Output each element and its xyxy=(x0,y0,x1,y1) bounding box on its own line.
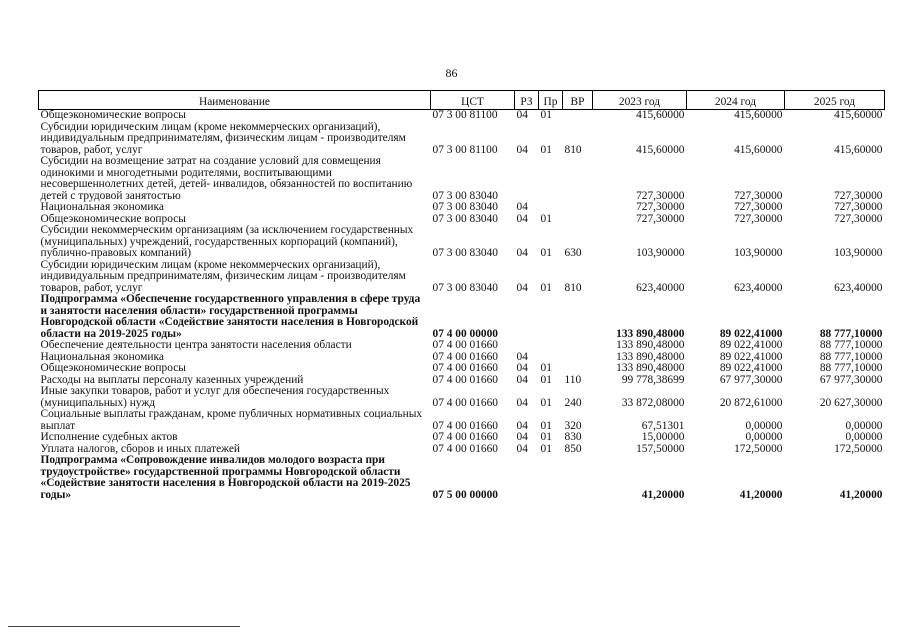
cell-vr xyxy=(563,214,593,226)
cell-y2024: 623,40000 xyxy=(734,281,783,294)
table-row xyxy=(39,225,885,260)
cell-cst: 07 4 00 01660 xyxy=(432,442,498,455)
cell-rz: 04 xyxy=(516,247,528,259)
cell-rz: 04 xyxy=(516,396,528,409)
page-number: 86 xyxy=(445,66,458,80)
cell-y2023: 33 872,08000 xyxy=(621,396,685,409)
cell-y2025: 727,30000 xyxy=(834,201,883,213)
cell-y2024: 727,30000 xyxy=(734,189,783,202)
cell-rz xyxy=(515,455,539,501)
table-row xyxy=(39,432,885,444)
cell-y2023: 41,20000 xyxy=(641,488,685,501)
cell-cst: 07 3 00 83040 xyxy=(432,212,498,225)
cell-name: Подпрограмма «Обеспечение государственного управления в сфере труда и занятости населения области» государственной программы Новгородской области «Содействие занятости населения в Новгородской области на 2019-2025 годы» xyxy=(40,293,421,340)
cell-y2023: 133 890,48000 xyxy=(616,350,685,363)
cell-y2023: 727,30000 xyxy=(636,212,685,225)
cell-name: Расходы на выплаты персоналу казенных учреждений xyxy=(40,373,304,386)
cell-name: Субсидии юридическим лицам (кроме некоммерческих организаций), индивидуальным предпринимателям, физическим лицам - производителям товаров, работ, услуг xyxy=(40,258,406,294)
cell-cst: 07 4 00 01660 xyxy=(432,419,498,432)
cell-rz: 04 xyxy=(516,419,528,432)
cell-cst: 07 4 00 01660 xyxy=(432,350,498,363)
cell-y2023: 15,00000 xyxy=(641,431,685,443)
cell-y2024: 172,50000 xyxy=(734,442,783,455)
cell-y2023: 415,60000 xyxy=(636,109,685,121)
cell-cst: 07 3 00 83040 xyxy=(432,281,498,294)
cell-rz: 04 xyxy=(516,373,528,386)
cell-pr: 01 xyxy=(540,431,552,443)
cell-y2025: 88 777,10000 xyxy=(819,362,883,374)
cell-y2025: 172,50000 xyxy=(834,442,883,455)
header-2025: 2025 год xyxy=(785,91,885,110)
header-vr: ВР xyxy=(563,91,593,110)
header-name: Наименование xyxy=(39,91,431,110)
table-row xyxy=(39,260,885,295)
cell-cst: 07 4 00 01660 xyxy=(432,362,498,374)
budget-table xyxy=(38,90,885,501)
header-2023: 2023 год xyxy=(593,91,687,110)
cell-y2023: 133 890,48000 xyxy=(616,327,685,340)
cell-vr: 320 xyxy=(564,419,582,432)
cell-y2023: 133 890,48000 xyxy=(616,362,685,374)
cell-rz xyxy=(515,294,539,340)
cell-rz: 04 xyxy=(516,143,528,156)
cell-y2024: 0,00000 xyxy=(745,419,783,432)
cell-cst: 07 4 00 01660 xyxy=(432,396,498,409)
cell-cst: 07 3 00 83040 xyxy=(432,189,498,202)
cell-y2024: 20 872,61000 xyxy=(719,396,783,409)
cell-y2023: 727,30000 xyxy=(636,201,685,213)
cell-vr: 850 xyxy=(564,442,582,455)
table-row xyxy=(39,409,885,432)
cell-y2024: 727,30000 xyxy=(734,212,783,225)
cell-y2025: 0,00000 xyxy=(845,419,883,432)
cell-cst: 07 5 00 00000 xyxy=(432,488,498,501)
cell-rz: 04 xyxy=(516,362,528,374)
cell-y2024: 89 022,41000 xyxy=(719,362,783,374)
cell-cst: 07 3 00 81100 xyxy=(432,143,498,156)
table-row xyxy=(39,294,885,340)
cell-vr xyxy=(563,363,593,375)
cell-rz: 04 xyxy=(516,201,528,213)
cell-y2025: 727,30000 xyxy=(834,189,883,202)
cell-name: Субсидии юридическим лицам (кроме некоммерческих организаций), индивидуальным предпринимателям, физическим лицам - производителям товаров, работ, услуг xyxy=(40,120,406,156)
cell-pr: 01 xyxy=(540,442,552,455)
footer-divider xyxy=(8,626,240,627)
cell-name: Национальная экономика xyxy=(40,201,164,213)
cell-pr: 01 xyxy=(540,362,552,374)
cell-y2023: 103,90000 xyxy=(636,247,685,259)
cell-name: Иные закупки товаров, работ и услуг для обеспечения государственных (муниципальных) нужд xyxy=(40,385,390,409)
cell-name: Национальная экономика xyxy=(40,350,164,363)
cell-name: Обеспечение деятельности центра занятости населения области xyxy=(40,339,352,351)
cell-y2024: 67 977,30000 xyxy=(719,373,783,386)
cell-vr xyxy=(563,110,593,122)
cell-rz: 04 xyxy=(516,281,528,294)
cell-vr: 240 xyxy=(564,396,582,409)
cell-pr: 01 xyxy=(540,109,552,121)
cell-rz: 04 xyxy=(516,212,528,225)
cell-y2024: 415,60000 xyxy=(734,143,783,156)
cell-rz: 04 xyxy=(516,431,528,443)
header-pr: Пр xyxy=(539,91,563,110)
cell-vr xyxy=(563,202,593,214)
cell-cst: 07 4 00 01660 xyxy=(432,373,498,386)
cell-cst: 07 3 00 83040 xyxy=(432,201,498,213)
table-header-row xyxy=(39,91,885,110)
cell-y2023: 727,30000 xyxy=(636,189,685,202)
cell-pr xyxy=(539,294,563,340)
cell-y2025: 67 977,30000 xyxy=(819,373,883,386)
cell-rz: 04 xyxy=(516,109,528,121)
cell-pr xyxy=(539,156,563,202)
cell-cst: 07 4 00 01660 xyxy=(432,431,498,443)
cell-vr: 630 xyxy=(564,247,582,259)
cell-name: Общеэкономические вопросы xyxy=(40,212,186,225)
cell-vr: 830 xyxy=(564,431,582,443)
cell-y2025: 0,00000 xyxy=(845,431,883,443)
cell-y2024: 89 022,41000 xyxy=(719,350,783,363)
table-row xyxy=(39,455,885,501)
cell-y2025: 623,40000 xyxy=(834,281,883,294)
cell-vr: 110 xyxy=(564,373,582,386)
cell-name: Уплата налогов, сборов и иных платежей xyxy=(40,442,240,455)
cell-y2025: 88 777,10000 xyxy=(819,327,883,340)
cell-pr xyxy=(539,340,563,352)
cell-vr: 810 xyxy=(564,281,582,294)
cell-vr xyxy=(563,294,593,340)
cell-name: Субсидии некоммерческим организациям (за исключением государственных (муниципальных) учреждений, государственных корпораций (компаний), публично-правовых компаний) xyxy=(40,224,414,259)
cell-y2024: 727,30000 xyxy=(734,201,783,213)
cell-name: Субсидии на возмещение затрат на создание условий для совмещения одинокими и многодетными родителями, воспитывающими несовершеннолетних детей, детей- инвалидов, обязанностей по воспитанию детей с трудовой занятостью xyxy=(40,155,413,202)
cell-cst: 07 4 00 00000 xyxy=(432,327,498,340)
cell-y2023: 415,60000 xyxy=(636,143,685,156)
cell-pr xyxy=(539,455,563,501)
cell-y2024: 41,20000 xyxy=(739,488,783,501)
cell-y2025: 41,20000 xyxy=(839,488,883,501)
cell-name: Социальные выплаты гражданам, кроме публичных нормативных социальных выплат xyxy=(40,408,423,432)
table-row xyxy=(39,386,885,409)
cell-y2024: 0,00000 xyxy=(745,431,783,443)
cell-y2024: 89 022,41000 xyxy=(719,327,783,340)
cell-pr: 01 xyxy=(540,281,552,294)
cell-pr xyxy=(539,202,563,214)
cell-rz: 04 xyxy=(516,350,528,363)
cell-y2025: 88 777,10000 xyxy=(819,350,883,363)
cell-y2023: 133 890,48000 xyxy=(616,339,685,351)
cell-rz: 04 xyxy=(516,442,528,455)
cell-pr: 01 xyxy=(540,419,552,432)
cell-pr: 01 xyxy=(540,373,552,386)
cell-pr: 01 xyxy=(540,396,552,409)
cell-name: Исполнение судебных актов xyxy=(40,431,178,443)
cell-name: Общеэкономические вопросы xyxy=(40,362,186,374)
cell-y2023: 99 778,38699 xyxy=(621,373,685,386)
cell-cst: 07 4 00 01660 xyxy=(432,339,498,351)
cell-vr xyxy=(563,455,593,501)
cell-y2025: 20 627,30000 xyxy=(819,396,883,409)
cell-pr: 01 xyxy=(540,247,552,259)
cell-cst: 07 3 00 81100 xyxy=(432,109,498,121)
cell-y2025: 415,60000 xyxy=(834,143,883,156)
cell-y2025: 88 777,10000 xyxy=(819,339,883,351)
cell-name: Общеэкономические вопросы xyxy=(40,109,186,121)
cell-cst: 07 3 00 83040 xyxy=(432,247,498,259)
cell-rz xyxy=(515,156,539,202)
cell-rz xyxy=(515,340,539,352)
table-row xyxy=(39,202,885,214)
cell-y2023: 67,51301 xyxy=(641,419,685,432)
cell-pr: 01 xyxy=(540,212,552,225)
table-row xyxy=(39,110,885,122)
cell-pr: 01 xyxy=(540,143,552,156)
cell-vr xyxy=(563,340,593,352)
cell-y2023: 157,50000 xyxy=(636,442,685,455)
cell-vr xyxy=(563,156,593,202)
cell-y2024: 103,90000 xyxy=(734,247,783,259)
cell-y2025: 103,90000 xyxy=(834,247,883,259)
table-row xyxy=(39,122,885,157)
table-row xyxy=(39,363,885,375)
cell-y2025: 415,60000 xyxy=(834,109,883,121)
header-cst: ЦСТ xyxy=(431,91,515,110)
cell-vr: 810 xyxy=(564,143,582,156)
table-row xyxy=(39,156,885,202)
header-2024: 2024 год xyxy=(687,91,785,110)
cell-y2024: 415,60000 xyxy=(734,109,783,121)
table-row xyxy=(39,340,885,352)
header-rz: РЗ xyxy=(515,91,539,110)
cell-y2023: 623,40000 xyxy=(636,281,685,294)
cell-vr xyxy=(563,352,593,364)
cell-name: Подпрограмма «Сопровождение инвалидов молодого возраста при трудоустройстве» государственной программы Новгородской области «Содействие занятости населения в Новгородской области на 2019-2025 годы» xyxy=(40,454,411,501)
cell-y2024: 89 022,41000 xyxy=(719,339,783,351)
table-body xyxy=(39,110,885,502)
cell-y2025: 727,30000 xyxy=(834,212,883,225)
